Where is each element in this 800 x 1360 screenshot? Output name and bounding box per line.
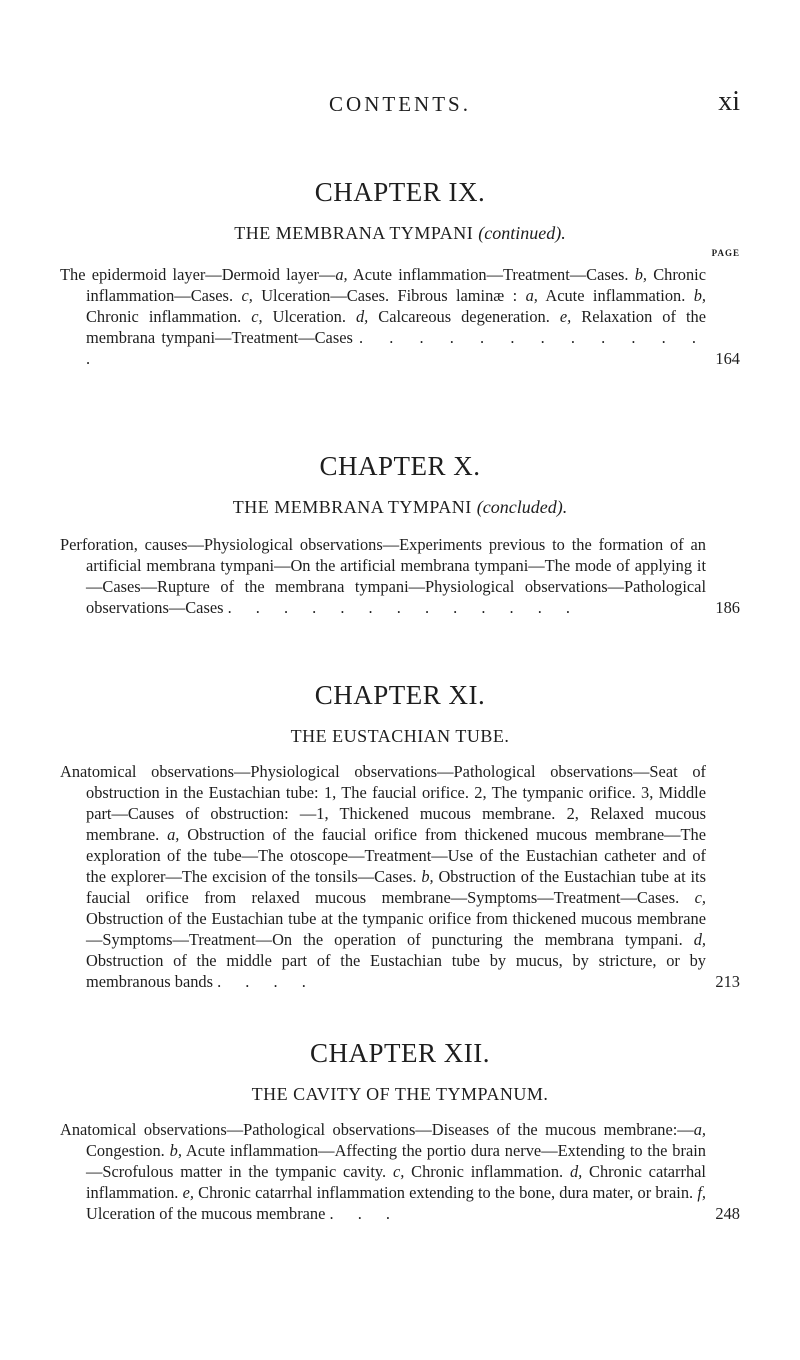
- toc-entry: Perforation, causes—Physiological observations—Experiments previous to the formation of an artificial membrana tympani—On the artificial membrana tympani—The mode of applying it—Cases—Rupture of the membrana tympani—Physiological observations—Pathological observations—Cases . . . . . . . . . . . . . 186: [60, 535, 740, 617]
- chapter-heading: CHAPTER X.: [319, 451, 481, 481]
- chapter-subtitle: [60, 725, 740, 747]
- toc-entry: Anatomical observations—Pathological observations—Diseases of the mucous membrane:—a, Congestion. b, Acute inflammation—Affecting the portio dura nerve—Extending to the brain—Scrofulous matter in the tympanic cavity. c, Chronic inflammation. d, Chronic catarrhal inflammation. e, Chronic catarrhal inflammation extending to the bone, dura mater, or brain. f, Ulceration of the mucous membrane . . . 248: [60, 1120, 740, 1223]
- running-head: [60, 86, 740, 122]
- chapter-heading: CHAPTER IX.: [314, 177, 486, 207]
- chapter-xii: [60, 1037, 740, 1224]
- page-number: 164: [715, 349, 740, 368]
- chapter-heading: CHAPTER XI.: [314, 680, 486, 710]
- chapter-heading: CHAPTER XII.: [310, 1038, 490, 1068]
- running-head-page-number: xi: [718, 86, 740, 117]
- chapter-status: (continued).: [478, 223, 566, 243]
- chapter-subtitle: [60, 1083, 740, 1105]
- dot-leaders: . . . .: [217, 972, 316, 991]
- chapter-ix: [60, 176, 740, 369]
- chapter-subtitle: [60, 222, 740, 244]
- dot-leaders: . . . . . . . . . . . . .: [86, 328, 706, 368]
- chapter-subtitle-text: THE MEMBRANA TYMPANI: [232, 497, 472, 517]
- page-number: 213: [715, 972, 740, 991]
- toc-entry: The epidermoid layer—Dermoid layer—a, Acute inflammation—Treatment—Cases. b, Chronic inflammation—Cases. c, Ulceration—Cases. Fibrous laminæ : a, Acute inflammation. b, Chronic inflammation. c, Ulceration. d, Calcareous degeneration. e, Relaxation of the membrana tympani—Treatment—Cases . . . . . . . . . . . . . 164: [60, 265, 740, 368]
- dot-leaders: . . .: [329, 1204, 400, 1223]
- page-column-label: PAGE: [711, 248, 740, 258]
- chapter-x: [60, 450, 740, 618]
- running-head-title: CONTENTS.: [329, 92, 471, 116]
- page-number: 248: [715, 1204, 740, 1223]
- chapter-status: (concluded).: [476, 497, 568, 517]
- chapter-subtitle-text: THE EUSTACHIAN TUBE.: [290, 726, 510, 746]
- toc-entry: Anatomical observations—Physiological observations—Pathological observations—Seat of obstruction in the Eustachian tube: 1, The faucial orifice. 2, The tympanic orifice. 3, Middle part—Causes of obstruction: —1, Thickened mucous membrane. 2, Relaxed mucous membrane. a, Obstruction of the faucial orifice from thickened mucous membrane—The exploration of the tube—The otoscope—Treatment—Use of the Eustachian catheter and of the explorer—The excision of the tonsils—Cases. b, Obstruction of the Eustachian tube at its faucial orifice from relaxed mucous membrane—Symptoms—Treatment—Cases. c, Obstruction of the Eustachian tube at the tympanic orifice from thickened mucous membrane—Symptoms—Treatment—On the operation of puncturing the membrana tympani. d, Obstruction of the middle part of the Eustachian tube by mucus, by stricture, or by membranous bands . . . . 213: [60, 762, 740, 991]
- chapter-xi: [60, 679, 740, 992]
- dot-leaders: . . . . . . . . . . . . .: [227, 598, 581, 617]
- chapter-subtitle-text: THE MEMBRANA TYMPANI: [234, 223, 474, 243]
- page-number: 186: [715, 598, 740, 617]
- chapter-subtitle-text: THE CAVITY OF THE TYMPANUM.: [251, 1084, 549, 1104]
- chapter-subtitle: [60, 496, 740, 518]
